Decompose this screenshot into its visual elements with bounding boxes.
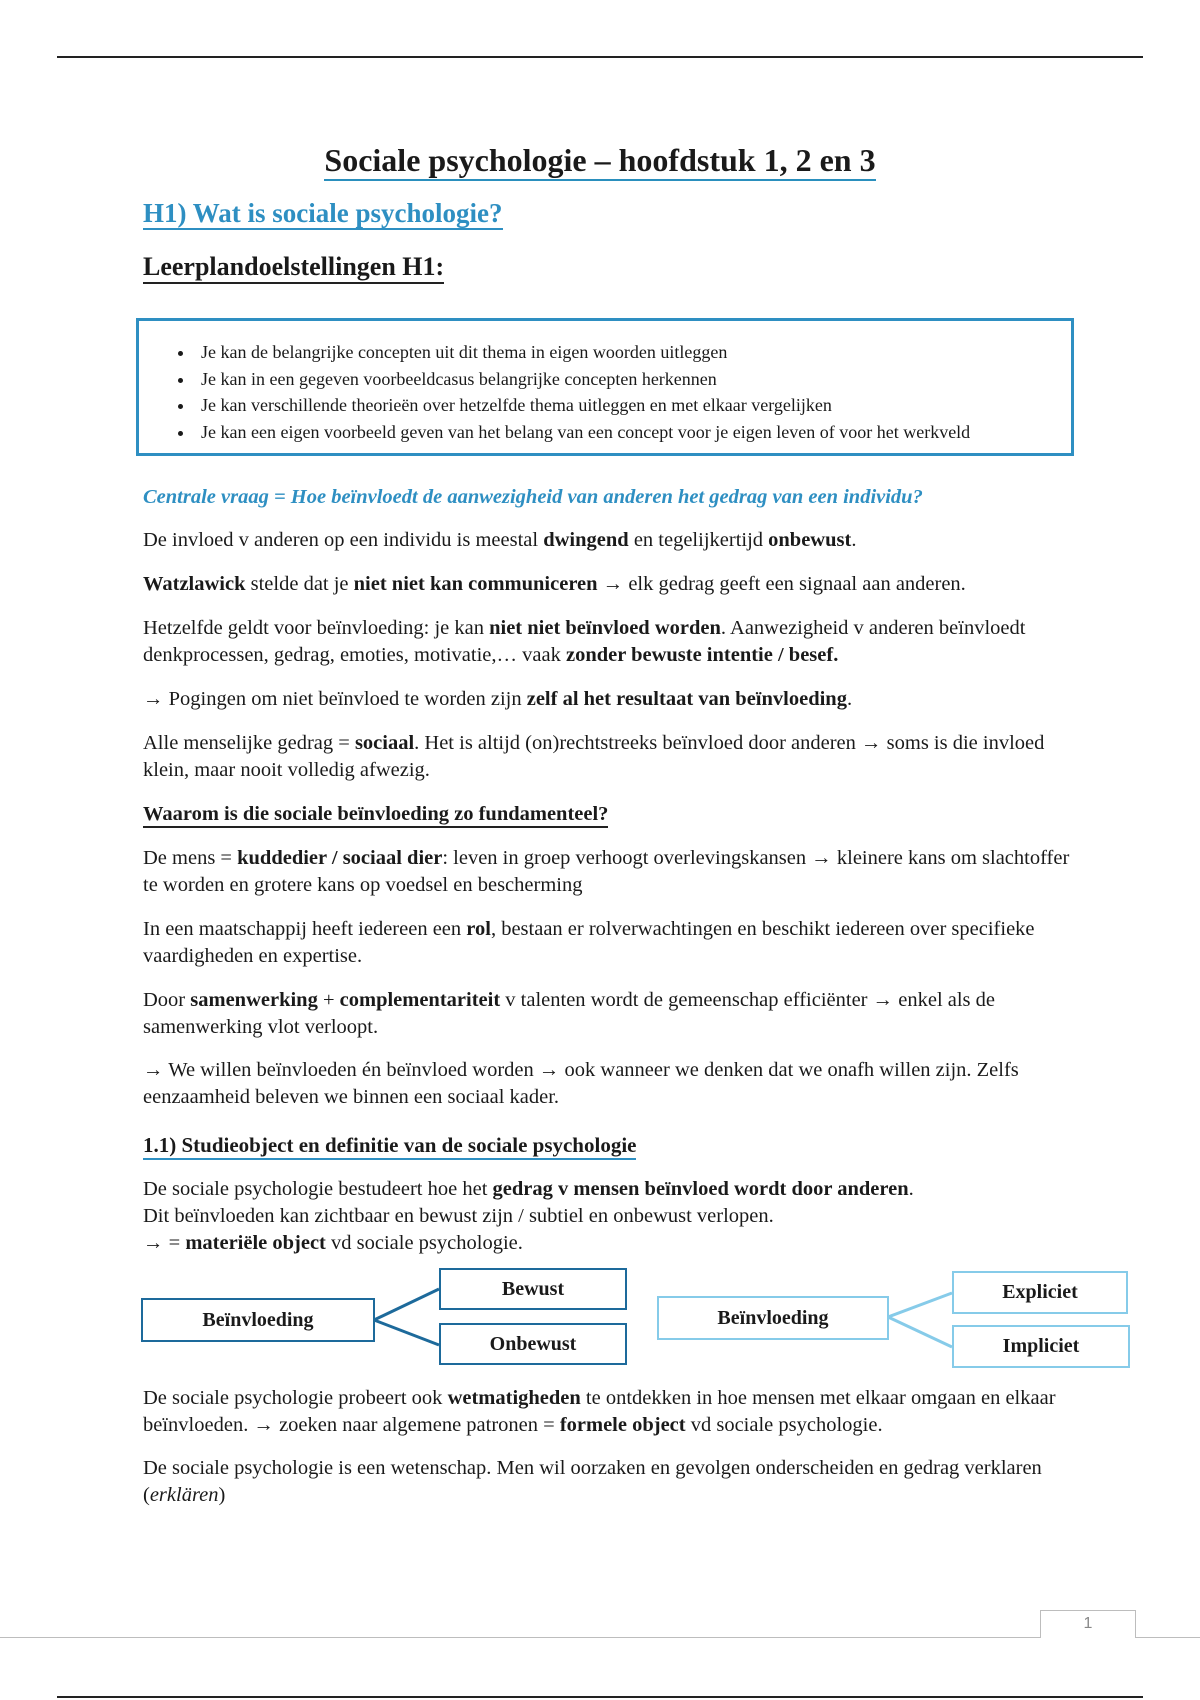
paragraph-12: De sociale psychologie is een wetenschap. Men wil oorzaken en gevolgen onderscheiden en gedrag verklaren (erklären) [143, 1457, 1042, 1506]
paragraph-11: De sociale psychologie probeert ook wetmatigheden te ontdekken in hoe mensen met elkaar omgaan en elkaar beïnvloeden. → zoeken naar algemene patronen = formele object vd sociale psychologie. [143, 1387, 1056, 1436]
goal-item: • Je kan verschillende theorieën over hetzelfde thema uitleggen en met elkaar vergelijken [195, 392, 1071, 419]
paragraph-9: → We willen beïnvloeden én beïnvloed worden → ook wanneer we denken dat we onafh willen zijn. Zelfs eenzaamheid beleven we binnen een sociaal kader. [143, 1059, 1019, 1108]
diagram-left-bewust: Bewust [439, 1268, 627, 1310]
section-1-1-heading: 1.1) Studieobject en definitie van de sociale psychologie [143, 1132, 636, 1160]
paragraph-6: De mens = kuddedier / sociaal dier: leven in groep verhoogt overlevingskansen → kleinere kans om slachtoffer te worden en grotere kans op voedsel en bescherming [143, 847, 1070, 896]
paragraph-7: In een maatschappij heeft iedereen een rol, bestaan er rolverwachtingen en beschikt iedereen over specifieke vaardigheden en expertise. [143, 918, 1035, 967]
goal-item: • Je kan een eigen voorbeeld geven van het belang van een concept voor je eigen leven of voor het werkveld [195, 419, 1071, 446]
footer-line-left [0, 1637, 1040, 1638]
diagram-right-expliciet: Expliciet [952, 1271, 1128, 1314]
paragraph-3: Hetzelfde geldt voor beïnvloeding: je kan niet niet beïnvloed worden. Aanwezigheid v anderen beïnvloedt denkprocessen, gedrag, emoties, motivatie,… vaak zonder bewuste intentie / besef. [143, 617, 1026, 666]
paragraph-2: Watzlawick stelde dat je niet niet kan communiceren → elk gedrag geeft een signaal aan anderen. [143, 573, 966, 595]
diagram-left-root: Beïnvloeding [141, 1298, 375, 1342]
connector-right-bottom [888, 1317, 952, 1347]
connector-right-top [888, 1293, 952, 1317]
central-question: Centrale vraag = Hoe beïnvloedt de aanwezigheid van anderen het gedrag van een individu? [143, 486, 923, 508]
paragraph-1: De invloed v anderen op een individu is meestal dwingend en tegelijkertijd onbewust. [143, 529, 857, 551]
diagram-left-onbewust: Onbewust [439, 1323, 627, 1365]
connector-left-top [374, 1289, 439, 1320]
heading-h1: H1) Wat is sociale psychologie? [143, 198, 503, 228]
why-heading: Waarom is die sociale beïnvloeding zo fundamenteel? [143, 802, 608, 828]
paragraph-8: Door samenwerking + complementariteit v talenten wordt de gemeenschap efficiënter → enkel als de samenwerking vlot verloopt. [143, 989, 996, 1038]
goal-item: • Je kan in een gegeven voorbeeldcasus belangrijke concepten herkennen [195, 366, 1071, 393]
footer-rule [57, 1696, 1143, 1698]
footer-line-right [1136, 1637, 1200, 1638]
diagram-right-root: Beïnvloeding [657, 1296, 889, 1340]
diagram-right-impliciet: Impliciet [952, 1325, 1130, 1368]
paragraph-4: → Pogingen om niet beïnvloed te worden zijn zelf al het resultaat van beïnvloeding. [143, 688, 853, 710]
paragraph-10: De sociale psychologie bestudeert hoe het gedrag v mensen beïnvloed wordt door anderen. Dit beïnvloeden kan zichtbaar en bewust zijn / subtiel en onbewust verlopen. → = materiële object vd sociale psychologie. [143, 1178, 914, 1254]
page-number: 1 [1040, 1610, 1136, 1638]
connector-left-bottom [374, 1320, 439, 1345]
document-title: Sociale psychologie – hoofdstuk 1, 2 en 3 [0, 142, 1200, 179]
paragraph-5: Alle menselijke gedrag = sociaal. Het is altijd (on)rechtstreeks beïnvloed door anderen → soms is die invloed klein, maar nooit volledig afwezig. [143, 732, 1045, 781]
goal-item: • Je kan de belangrijke concepten uit dit thema in eigen woorden uitleggen [195, 339, 1071, 366]
goals-heading: Leerplandoelstellingen H1: [143, 252, 444, 284]
